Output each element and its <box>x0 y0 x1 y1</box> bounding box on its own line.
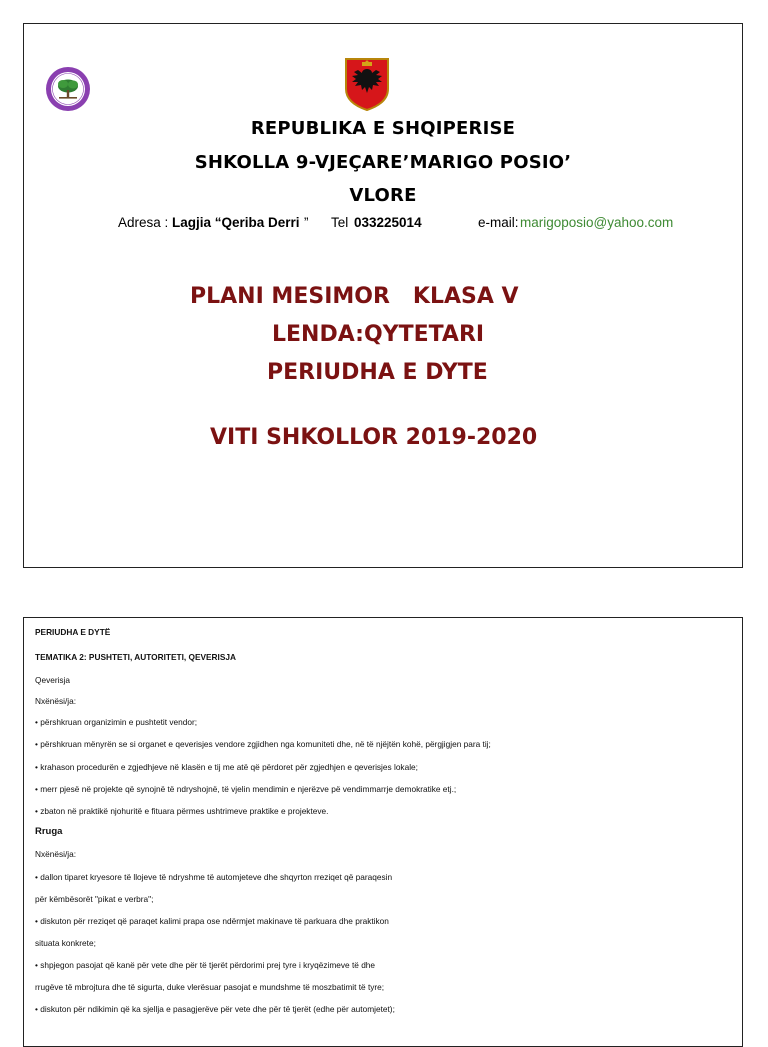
student-label-1: Nxënësi/ja: <box>35 696 77 706</box>
list-item: • krahason procedurën e zgjedhjeve në klasën e tij me atë që përdoret për zgjedhjen e qeverisjes lokale; <box>35 762 418 772</box>
tel-label: Tel <box>331 215 349 230</box>
section-rruga: Rruga <box>35 826 63 837</box>
list-item: • shpjegon pasojat që kanë për vete dhe për të tjerët përdorimi prej tyre i kryqëzimeve të dhe <box>35 960 376 970</box>
list-item: rrugëve të mbrojtura dhe të sigurta, duke vlerësuar pasojat e mundshme të moszbatimit të tyre; <box>35 982 385 992</box>
address-close-quote: ” <box>304 215 309 230</box>
email-link[interactable]: marigoposio@yahoo.com <box>520 215 674 230</box>
list-item: • përshkruan organizimin e pushtetit vendor; <box>35 717 198 727</box>
cover-page <box>23 23 743 568</box>
school-logo <box>45 66 91 112</box>
address-value: Lagjia “Qeriba Derri <box>172 215 300 230</box>
list-item: • dallon tiparet kryesore të llojeve të ndryshme të automjeteve dhe shqyrton rreziqet që paraqesin <box>35 872 393 882</box>
list-item: situata konkrete; <box>35 938 96 948</box>
period-title: PERIUDHA E DYTE <box>267 360 488 385</box>
theme-heading: TEMATIKA 2: PUSHTETI, AUTORITETI, QEVERISJA <box>35 652 236 662</box>
email-label: e-mail: <box>478 215 519 230</box>
list-item: • përshkruan mënyrën se si organet e qeverisjes vendore zgjidhen nga komuniteti dhe, në të njëjtën kohë, përgjigjen para tij; <box>35 739 491 749</box>
school-heading: SHKOLLA 9-VJEÇARE’MARIGO POSIO’ <box>194 152 572 173</box>
city-heading: VLORE <box>349 185 417 206</box>
subject-title: LENDA:QYTETARI <box>272 322 485 347</box>
tel-value: 033225014 <box>354 215 422 230</box>
republic-heading: REPUBLIKA E SHQIPERISE <box>250 118 516 139</box>
school-year-title: VITI SHKOLLOR 2019-2020 <box>210 425 538 450</box>
albania-emblem-icon <box>344 57 390 111</box>
section-qeverisja: Qeverisja <box>35 675 71 685</box>
list-item: • merr pjesë në projekte që synojnë të ndryshojnë, të vjelin mendimin e njerëzve pë vendimmarrje demokratike etj.; <box>35 784 457 794</box>
list-item: • diskuton për ndikimin që ka sjellja e pasagjerëve për vete dhe për të tjerët (edhe për automjetet); <box>35 1004 395 1014</box>
period-heading: PERIUDHA E DYTË <box>35 627 111 637</box>
list-item: • zbaton në praktikë njohuritë e fituara përmes ushtrimeve praktike e projekteve. <box>35 806 329 816</box>
list-item: • diskuton për rreziqet që paraqet kalimi prapa ose ndërmjet makinave të parkuara dhe praktikon <box>35 916 389 926</box>
plan-title: PLANI MESIMOR KLASA V <box>190 284 519 309</box>
address-label: Adresa : <box>118 215 169 230</box>
list-item: për këmbësorët "pikat e verbra"; <box>35 894 154 904</box>
student-label-2: Nxënësi/ja: <box>35 849 77 859</box>
content-page <box>23 617 743 1047</box>
